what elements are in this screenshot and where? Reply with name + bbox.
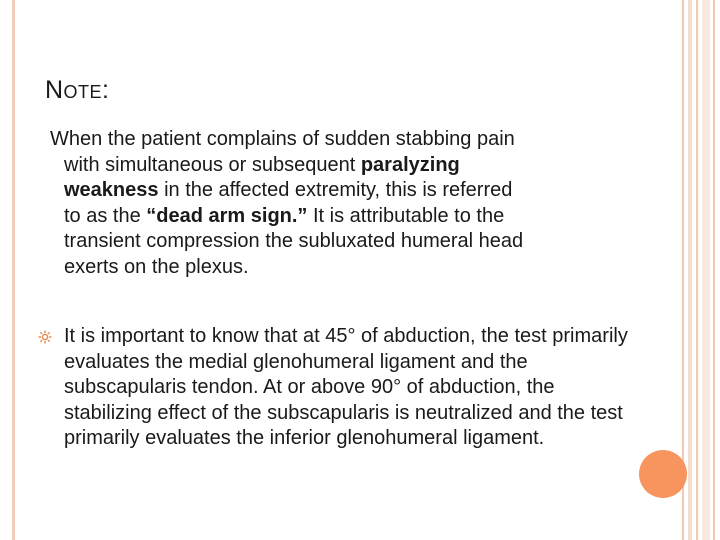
text-run: with simultaneous or subsequent xyxy=(64,153,361,176)
sun-bullet-icon xyxy=(38,330,52,344)
text-run: to as the xyxy=(64,204,147,227)
paragraph-line xyxy=(50,153,650,179)
paragraph-line: transient compression the subluxated humeral head xyxy=(64,230,524,252)
note-paragraph xyxy=(50,127,650,280)
paragraph-line xyxy=(50,204,650,230)
bold-term: “dead arm sign.” xyxy=(146,204,308,227)
bullet-paragraph: It is important to know that at 45° of abduction, the test primarily evaluates the medial glenohumeral ligament and the subscapularis tendon. At or above 90° of abduction, the stabilizing effect of the subscapularis is neutralized and the test primarily evaluates the inferior glenohumeral ligament. xyxy=(64,325,628,449)
bold-term: paralyzing xyxy=(360,153,460,176)
left-border-line xyxy=(12,0,15,540)
right-stripe xyxy=(702,0,710,540)
paragraph-line: When the patient complains of sudden stabbing pain xyxy=(50,128,515,150)
text-run: It is attributable to the xyxy=(307,204,505,227)
slide-title: Note: xyxy=(45,76,110,104)
bold-term: weakness xyxy=(64,179,159,201)
paragraph-line: exerts on the plexus. xyxy=(64,255,249,278)
paragraph-line xyxy=(50,178,650,204)
right-stripe xyxy=(713,0,715,540)
right-stripe xyxy=(688,0,692,540)
accent-circle xyxy=(639,450,687,498)
text-run: in the affected extremity, this is referred xyxy=(158,179,513,201)
right-stripe xyxy=(696,0,698,540)
